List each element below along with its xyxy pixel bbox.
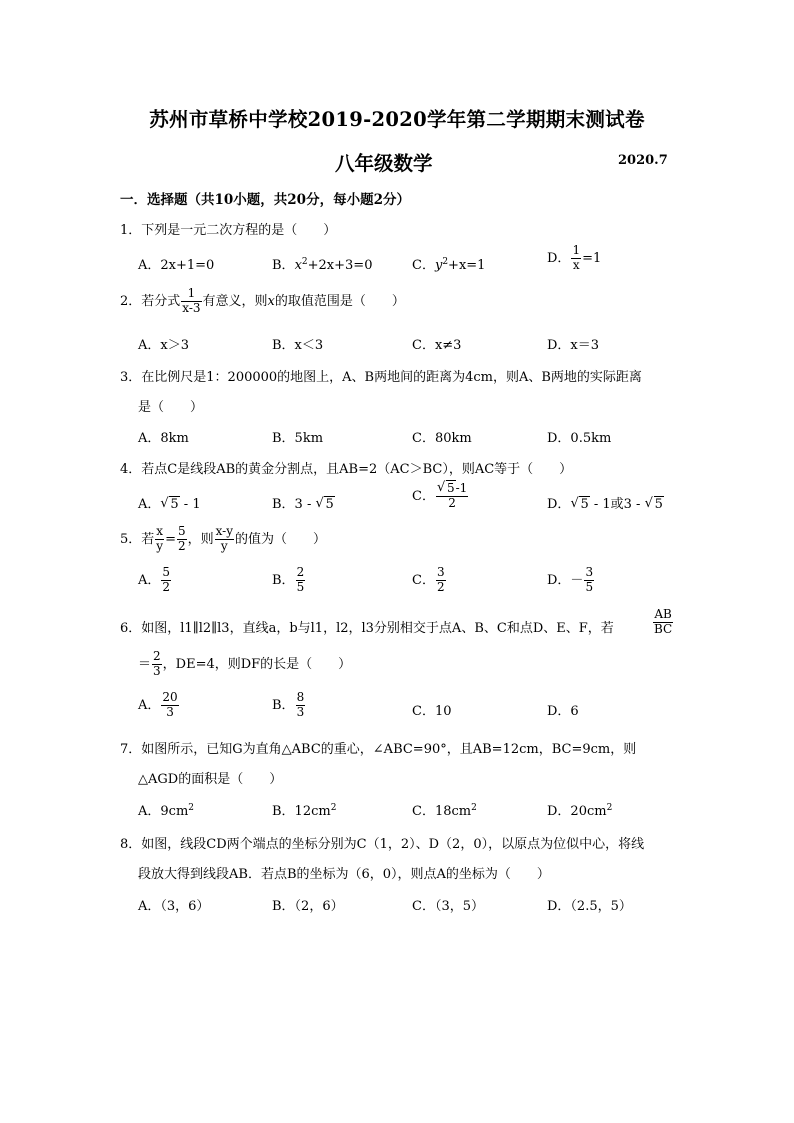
- question-2-option-b: B．x＜3: [272, 338, 324, 353]
- question-3-stem-line1: 3．在比例尺是1：200000的地图上，A、B两地间的距离为4cm，则A、B两地的实际距离: [120, 370, 642, 385]
- question-8-option-a: A．（3，6）: [138, 899, 210, 914]
- question-6-option-a: A． $\frac{20}{3}$: [138, 690, 178, 719]
- question-5-option-c: C． $\frac{3}{2}$: [412, 565, 445, 594]
- question-4-option-c: C． √ $\frac{5-1}{2}$: [412, 482, 469, 511]
- question-4-stem: 4．若点C是线段AB的黄金分割点，且AB=2（AC＞BC），则AC等于（ ）: [120, 462, 573, 477]
- question-1-option-b: B．$x^2+2x+3=0$: [272, 257, 373, 273]
- section-heading: 一．选择题（共10小题，共20分，每小题2分）: [120, 192, 410, 208]
- question-6-option-d: D．6: [547, 704, 579, 719]
- question-7-stem-line2: △AGD的面积是（ ）: [138, 772, 283, 787]
- question-7-option-a: A．$9cm^2$: [138, 803, 195, 819]
- question-3-stem-line2: 是（ ）: [138, 400, 204, 415]
- question-3-option-b: B．5km: [272, 431, 324, 446]
- question-3-option-c: C．80km: [412, 431, 472, 446]
- question-5-option-d: D．－ $\frac{3}{5}$: [547, 565, 594, 594]
- question-6-stem-line1: 6．如图，l1∥l2∥l3，直线a，b与l1，l2，l3分别相交于点A、B、C和点D、E、F，若: [120, 621, 614, 636]
- question-7-option-c: C．$18cm^2$: [412, 803, 477, 819]
- question-3-option-d: D．0.5km: [547, 431, 612, 446]
- question-6-stem-line2: ＝ $\frac{2}{3}$ ，DE=4，则DF的长是（ ）: [138, 649, 352, 678]
- question-7-option-d: D．$20cm^2$: [547, 803, 613, 819]
- question-2-option-c: C．x≠3: [412, 338, 462, 353]
- question-5-stem: 5．若 $\frac{x}{y}$ = $\frac{5}{2}$ ，则 $\frac{x-y}{y}$ 的值为（ ）: [120, 524, 327, 553]
- question-2-option-d: D．x＝3: [547, 338, 600, 353]
- question-2-stem: 2．若分式 $\frac{1}{x-3}$ 有意义，则x的取值范围是（ ）: [120, 286, 405, 315]
- question-4-option-a: A．√ 5 - 1: [138, 493, 201, 512]
- question-4-option-b: B．3 - √ 5: [272, 493, 335, 512]
- question-3-option-a: A．8km: [138, 431, 189, 446]
- question-8-stem-line1: 8．如图，线段CD两个端点的坐标分别为C（1，2）、D（2，0），以原点为位似中心，将线: [120, 837, 645, 852]
- question-6-option-b: B． $\frac{8}{3}$: [272, 690, 305, 719]
- question-1-option-a: A．2x+1=0: [138, 258, 215, 273]
- question-6-ratio-fraction: $\frac{AB}{BC}$: [654, 607, 673, 636]
- question-1-stem: 1．下列是一元二次方程的是（ ）: [120, 223, 337, 238]
- question-2-option-a: A．x＞3: [138, 338, 189, 353]
- question-1-option-d: D． $\frac{1}{x}$ =1: [547, 243, 602, 272]
- exam-date: 2020.7: [618, 153, 668, 168]
- question-1-option-c: C．$y^2+x=1$: [412, 257, 486, 273]
- question-8-option-c: C．（3，5）: [412, 899, 484, 914]
- question-7-option-b: B．$12cm^2$: [272, 803, 337, 819]
- question-4-option-d: D．√ 5 - 1或3 - √ 5: [547, 493, 664, 512]
- question-5-option-a: A． $\frac{5}{2}$: [138, 565, 171, 594]
- question-7-stem-line1: 7．如图所示，已知G为直角△ABC的重心，∠ABC=90°，且AB=12cm，BC=9cm，则: [120, 742, 637, 757]
- question-5-option-b: B． $\frac{2}{5}$: [272, 565, 305, 594]
- question-8-stem-line2: 段放大得到线段AB．若点B的坐标为（6，0），则点A的坐标为（ ）: [138, 867, 550, 882]
- question-8-option-d: D．（2.5，5）: [547, 899, 632, 914]
- page-subtitle: 八年级数学: [335, 152, 433, 175]
- page-title: 苏州市草桥中学校2019-2020学年第二学期期末测试卷: [149, 108, 645, 131]
- question-6-option-c: C．10: [412, 704, 452, 719]
- question-8-option-b: B．（2，6）: [272, 899, 344, 914]
